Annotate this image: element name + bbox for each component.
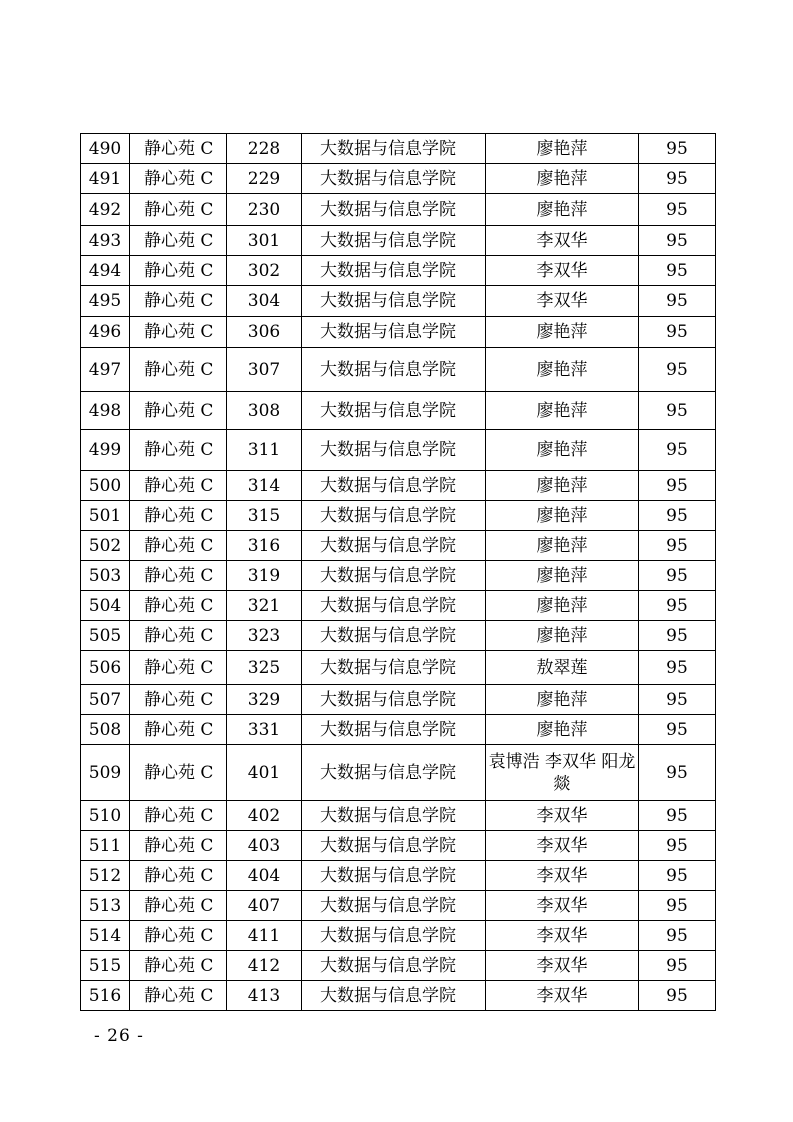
table-row [81, 226, 716, 256]
table-row [81, 685, 716, 715]
cell-no: 501 [81, 501, 130, 531]
cell-no: 504 [81, 591, 130, 621]
cell-room: 229 [227, 164, 302, 194]
cell-room: 314 [227, 471, 302, 501]
cell-room: 401 [227, 745, 302, 801]
cell-building: 静心苑 C [130, 561, 227, 591]
cell-building: 静心苑 C [130, 651, 227, 685]
cell-score: 95 [639, 951, 716, 981]
cell-no: 494 [81, 256, 130, 286]
cell-score: 95 [639, 715, 716, 745]
cell-no: 499 [81, 430, 130, 471]
cell-building: 静心苑 C [130, 831, 227, 861]
cell-score: 95 [639, 164, 716, 194]
table-row [81, 531, 716, 561]
table-row [81, 745, 716, 801]
cell-room: 230 [227, 194, 302, 226]
cell-college: 大数据与信息学院 [302, 134, 486, 164]
cell-no: 493 [81, 226, 130, 256]
table-row [81, 164, 716, 194]
cell-building: 静心苑 C [130, 348, 227, 392]
cell-no: 505 [81, 621, 130, 651]
cell-room: 411 [227, 921, 302, 951]
cell-person: 李双华 [486, 226, 639, 256]
cell-score: 95 [639, 392, 716, 430]
cell-no: 503 [81, 561, 130, 591]
table-row [81, 831, 716, 861]
cell-person: 袁博浩 李双华 阳龙燚 [486, 745, 639, 801]
cell-building: 静心苑 C [130, 801, 227, 831]
cell-building: 静心苑 C [130, 164, 227, 194]
cell-no: 506 [81, 651, 130, 685]
cell-person: 廖艳萍 [486, 392, 639, 430]
cell-person: 廖艳萍 [486, 134, 639, 164]
cell-college: 大数据与信息学院 [302, 286, 486, 317]
cell-room: 302 [227, 256, 302, 286]
cell-college: 大数据与信息学院 [302, 861, 486, 891]
cell-score: 95 [639, 226, 716, 256]
cell-college: 大数据与信息学院 [302, 531, 486, 561]
cell-college: 大数据与信息学院 [302, 921, 486, 951]
table-row [81, 501, 716, 531]
table-row [81, 715, 716, 745]
cell-no: 507 [81, 685, 130, 715]
cell-no: 498 [81, 392, 130, 430]
cell-score: 95 [639, 861, 716, 891]
table-body [81, 134, 716, 1011]
cell-college: 大数据与信息学院 [302, 951, 486, 981]
table-row [81, 861, 716, 891]
cell-person: 李双华 [486, 981, 639, 1011]
cell-room: 323 [227, 621, 302, 651]
cell-building: 静心苑 C [130, 531, 227, 561]
cell-score: 95 [639, 921, 716, 951]
table-row [81, 194, 716, 226]
table-row [81, 651, 716, 685]
cell-building: 静心苑 C [130, 471, 227, 501]
cell-building: 静心苑 C [130, 194, 227, 226]
cell-no: 491 [81, 164, 130, 194]
cell-building: 静心苑 C [130, 286, 227, 317]
cell-person: 廖艳萍 [486, 561, 639, 591]
table-row [81, 591, 716, 621]
cell-score: 95 [639, 286, 716, 317]
cell-college: 大数据与信息学院 [302, 591, 486, 621]
cell-college: 大数据与信息学院 [302, 471, 486, 501]
cell-building: 静心苑 C [130, 134, 227, 164]
cell-person: 李双华 [486, 861, 639, 891]
cell-person: 李双华 [486, 951, 639, 981]
cell-no: 500 [81, 471, 130, 501]
cell-person: 廖艳萍 [486, 685, 639, 715]
cell-no: 490 [81, 134, 130, 164]
cell-person: 廖艳萍 [486, 621, 639, 651]
table-row [81, 256, 716, 286]
cell-person: 廖艳萍 [486, 317, 639, 348]
cell-building: 静心苑 C [130, 715, 227, 745]
cell-no: 496 [81, 317, 130, 348]
cell-college: 大数据与信息学院 [302, 831, 486, 861]
cell-score: 95 [639, 891, 716, 921]
cell-room: 407 [227, 891, 302, 921]
cell-college: 大数据与信息学院 [302, 561, 486, 591]
cell-score: 95 [639, 194, 716, 226]
cell-building: 静心苑 C [130, 745, 227, 801]
cell-no: 502 [81, 531, 130, 561]
cell-score: 95 [639, 651, 716, 685]
cell-building: 静心苑 C [130, 921, 227, 951]
cell-no: 510 [81, 801, 130, 831]
table-row [81, 621, 716, 651]
cell-room: 325 [227, 651, 302, 685]
cell-score: 95 [639, 531, 716, 561]
cell-room: 413 [227, 981, 302, 1011]
cell-college: 大数据与信息学院 [302, 685, 486, 715]
cell-score: 95 [639, 134, 716, 164]
cell-person: 廖艳萍 [486, 430, 639, 471]
cell-college: 大数据与信息学院 [302, 226, 486, 256]
cell-person: 李双华 [486, 286, 639, 317]
cell-score: 95 [639, 348, 716, 392]
table-row [81, 286, 716, 317]
page-number: - 26 - [94, 1026, 144, 1046]
cell-person: 廖艳萍 [486, 715, 639, 745]
cell-no: 513 [81, 891, 130, 921]
cell-person: 廖艳萍 [486, 164, 639, 194]
cell-person: 廖艳萍 [486, 348, 639, 392]
dormitory-score-table-wrapper [80, 133, 715, 1011]
table-row [81, 891, 716, 921]
cell-no: 492 [81, 194, 130, 226]
table-row [81, 801, 716, 831]
cell-college: 大数据与信息学院 [302, 430, 486, 471]
cell-score: 95 [639, 591, 716, 621]
cell-college: 大数据与信息学院 [302, 392, 486, 430]
cell-college: 大数据与信息学院 [302, 348, 486, 392]
cell-score: 95 [639, 831, 716, 861]
cell-room: 311 [227, 430, 302, 471]
cell-score: 95 [639, 685, 716, 715]
cell-person: 李双华 [486, 801, 639, 831]
cell-building: 静心苑 C [130, 430, 227, 471]
cell-room: 308 [227, 392, 302, 430]
cell-person: 廖艳萍 [486, 194, 639, 226]
table-row [81, 951, 716, 981]
cell-room: 404 [227, 861, 302, 891]
cell-no: 511 [81, 831, 130, 861]
cell-building: 静心苑 C [130, 591, 227, 621]
cell-college: 大数据与信息学院 [302, 715, 486, 745]
cell-room: 301 [227, 226, 302, 256]
cell-room: 307 [227, 348, 302, 392]
cell-building: 静心苑 C [130, 501, 227, 531]
cell-person: 廖艳萍 [486, 591, 639, 621]
cell-score: 95 [639, 471, 716, 501]
table-row [81, 921, 716, 951]
cell-score: 95 [639, 621, 716, 651]
cell-room: 331 [227, 715, 302, 745]
cell-college: 大数据与信息学院 [302, 651, 486, 685]
cell-college: 大数据与信息学院 [302, 801, 486, 831]
cell-college: 大数据与信息学院 [302, 164, 486, 194]
cell-building: 静心苑 C [130, 891, 227, 921]
cell-person: 李双华 [486, 891, 639, 921]
cell-score: 95 [639, 501, 716, 531]
cell-room: 319 [227, 561, 302, 591]
cell-score: 95 [639, 430, 716, 471]
table-row [81, 317, 716, 348]
cell-building: 静心苑 C [130, 256, 227, 286]
cell-college: 大数据与信息学院 [302, 745, 486, 801]
table-row [81, 348, 716, 392]
cell-room: 306 [227, 317, 302, 348]
table-row [81, 134, 716, 164]
cell-score: 95 [639, 256, 716, 286]
table-row [81, 430, 716, 471]
cell-person: 李双华 [486, 831, 639, 861]
cell-no: 515 [81, 951, 130, 981]
cell-building: 静心苑 C [130, 951, 227, 981]
cell-room: 316 [227, 531, 302, 561]
cell-building: 静心苑 C [130, 621, 227, 651]
cell-person: 敖翠莲 [486, 651, 639, 685]
cell-building: 静心苑 C [130, 981, 227, 1011]
cell-room: 321 [227, 591, 302, 621]
table-row [81, 471, 716, 501]
cell-person: 廖艳萍 [486, 531, 639, 561]
cell-room: 228 [227, 134, 302, 164]
cell-college: 大数据与信息学院 [302, 256, 486, 286]
cell-college: 大数据与信息学院 [302, 501, 486, 531]
cell-score: 95 [639, 745, 716, 801]
cell-no: 495 [81, 286, 130, 317]
cell-building: 静心苑 C [130, 226, 227, 256]
cell-no: 512 [81, 861, 130, 891]
cell-college: 大数据与信息学院 [302, 317, 486, 348]
cell-college: 大数据与信息学院 [302, 194, 486, 226]
cell-room: 329 [227, 685, 302, 715]
cell-college: 大数据与信息学院 [302, 981, 486, 1011]
table-row [81, 561, 716, 591]
cell-room: 402 [227, 801, 302, 831]
dormitory-score-table [80, 133, 716, 1011]
cell-person: 李双华 [486, 921, 639, 951]
cell-room: 403 [227, 831, 302, 861]
cell-room: 412 [227, 951, 302, 981]
cell-no: 508 [81, 715, 130, 745]
table-row [81, 981, 716, 1011]
cell-no: 509 [81, 745, 130, 801]
cell-building: 静心苑 C [130, 685, 227, 715]
cell-score: 95 [639, 801, 716, 831]
cell-score: 95 [639, 317, 716, 348]
table-row [81, 392, 716, 430]
cell-no: 497 [81, 348, 130, 392]
cell-person: 李双华 [486, 256, 639, 286]
cell-room: 315 [227, 501, 302, 531]
cell-person: 廖艳萍 [486, 471, 639, 501]
cell-person: 廖艳萍 [486, 501, 639, 531]
cell-room: 304 [227, 286, 302, 317]
cell-college: 大数据与信息学院 [302, 621, 486, 651]
cell-building: 静心苑 C [130, 861, 227, 891]
cell-no: 516 [81, 981, 130, 1011]
cell-college: 大数据与信息学院 [302, 891, 486, 921]
cell-score: 95 [639, 981, 716, 1011]
cell-no: 514 [81, 921, 130, 951]
cell-building: 静心苑 C [130, 392, 227, 430]
cell-building: 静心苑 C [130, 317, 227, 348]
cell-score: 95 [639, 561, 716, 591]
